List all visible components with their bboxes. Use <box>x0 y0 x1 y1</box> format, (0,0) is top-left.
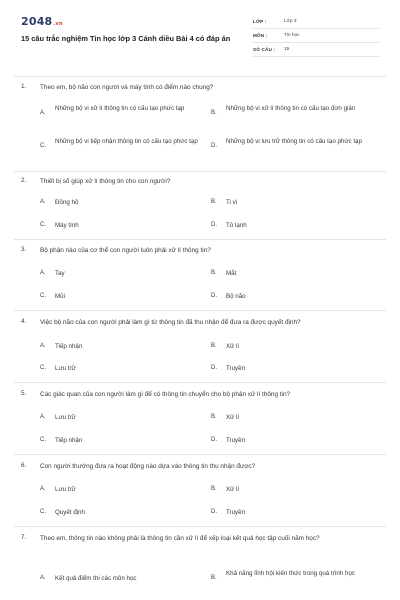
option-a[interactable] <box>40 569 205 591</box>
option-a[interactable] <box>40 342 205 352</box>
question-number: 2. <box>21 177 27 184</box>
question-number: 4. <box>21 318 27 325</box>
option-letter: A. <box>40 110 46 116</box>
option-letter: C. <box>40 293 46 299</box>
option-letter: B. <box>211 486 217 492</box>
option-text: Máy tính <box>55 222 79 229</box>
option-text: Xử lí <box>226 486 240 493</box>
question-text: Các giác quan của con người làm gì để có thông tin chuyển cho bộ phận xử lí thông tin? <box>40 391 291 398</box>
option-letter: B. <box>211 343 217 349</box>
option-text: Những bộ vi xử lí thông tin có cấu tạo phức tạp <box>55 105 185 112</box>
question-3 <box>0 244 400 306</box>
divider <box>14 76 386 77</box>
option-d[interactable] <box>211 508 381 518</box>
question-6 <box>0 459 400 521</box>
option-text: Tiếp nhận <box>55 437 83 444</box>
option-c[interactable] <box>40 436 205 446</box>
option-text: Mũi <box>55 293 65 300</box>
question-5 <box>0 387 400 449</box>
option-text: Mắt <box>226 270 237 277</box>
option-c[interactable] <box>40 137 205 159</box>
question-text: Theo em, bộ não con người và máy tính có điểm nào chung? <box>40 84 214 91</box>
question-number: 5. <box>21 390 27 397</box>
question-number: 3. <box>21 246 27 253</box>
option-text: Lưu trữ <box>55 486 76 493</box>
meta-row-subject <box>253 29 379 43</box>
option-text: Tay <box>55 270 65 277</box>
meta-label: LỚP : <box>253 19 267 24</box>
option-letter: C. <box>40 437 46 443</box>
option-text: Đồng hồ <box>55 199 79 206</box>
option-letter: B. <box>211 575 217 581</box>
option-b[interactable] <box>211 198 381 208</box>
question-text: Theo em, thông tin nào không phải là thông tin cần xử lí để xếp loại kết quả học tập cuối năm học? <box>40 535 320 542</box>
option-b[interactable] <box>211 342 381 352</box>
option-letter: C. <box>40 509 46 515</box>
option-text: Những bộ vi tiếp nhận thông tin có cấu tạo phức tạp <box>55 138 198 145</box>
meta-value: Tin học <box>284 33 300 38</box>
option-letter: D. <box>211 365 217 371</box>
site-logo[interactable] <box>21 15 63 28</box>
divider <box>14 171 386 172</box>
option-c[interactable] <box>40 221 205 231</box>
meta-row-count <box>253 43 379 57</box>
meta-value: Lớp 3 <box>284 19 297 24</box>
option-letter: C. <box>40 143 46 149</box>
option-text: Truyền <box>226 437 246 444</box>
option-letter: B. <box>211 110 217 116</box>
question-number: 7. <box>21 534 27 541</box>
option-letter: A. <box>40 199 46 205</box>
question-2 <box>0 175 400 237</box>
question-4 <box>0 315 400 377</box>
option-letter: D. <box>211 143 217 149</box>
option-letter: C. <box>40 365 46 371</box>
option-b[interactable] <box>211 485 381 495</box>
logo-suffix: .vn <box>53 21 63 27</box>
option-text: Truyền <box>226 365 246 372</box>
option-c[interactable] <box>40 364 205 374</box>
option-text: Quyết định <box>55 509 85 516</box>
question-text: Thiết bị số giúp xử lí thông tin cho con người? <box>40 178 171 185</box>
question-text: Việc bộ não của con người phải làm gì từ thông tin đã thu nhận để đưa ra được quyết định? <box>40 319 301 326</box>
question-text: Con người thường đưa ra hoạt động nào dựa vào thông tin thu nhận được? <box>40 463 256 470</box>
option-text: Kết quả điểm thi các môn học <box>55 575 137 582</box>
option-text: Những bộ vi xử lí thông tin có cấu tạo đơn giản <box>226 105 356 112</box>
option-b[interactable] <box>211 413 381 423</box>
question-7 <box>0 531 400 600</box>
divider <box>14 382 386 383</box>
option-text: Bộ não <box>226 293 246 300</box>
option-d[interactable] <box>211 292 381 302</box>
divider <box>14 239 386 240</box>
option-letter: A. <box>40 575 46 581</box>
option-c[interactable] <box>40 508 205 518</box>
question-text: Bộ phận nào của cơ thể con người luôn phải xử lí thông tin? <box>40 247 211 254</box>
meta-value: 15 <box>284 47 290 52</box>
option-a[interactable] <box>40 269 205 279</box>
option-letter: A. <box>40 414 46 420</box>
option-text: Xử lí <box>226 343 240 350</box>
option-b[interactable] <box>211 269 381 279</box>
option-letter: B. <box>211 414 217 420</box>
option-b[interactable] <box>211 104 381 126</box>
option-a[interactable] <box>40 104 205 126</box>
option-text: Ti vi <box>226 199 238 206</box>
question-1 <box>0 80 400 168</box>
option-text: Lưu trữ <box>55 365 76 372</box>
option-d[interactable] <box>211 436 381 446</box>
option-d[interactable] <box>211 221 381 231</box>
option-b[interactable] <box>211 569 381 591</box>
option-letter: A. <box>40 270 46 276</box>
option-text: Những bộ vi lưu trữ thông tin có cấu tạo phức tạp <box>226 138 362 145</box>
question-number: 1. <box>21 83 27 90</box>
meta-info <box>253 15 379 57</box>
option-letter: D. <box>211 437 217 443</box>
option-a[interactable] <box>40 198 205 208</box>
option-d[interactable] <box>211 137 381 159</box>
option-text: Khả năng lĩnh hội kiến thức trong quá trình học <box>226 570 356 577</box>
option-a[interactable] <box>40 485 205 495</box>
option-letter: D. <box>211 222 217 228</box>
meta-row-class <box>253 15 379 29</box>
option-letter: A. <box>40 486 46 492</box>
option-a[interactable] <box>40 413 205 423</box>
option-text: Truyền <box>226 509 246 516</box>
divider <box>14 454 386 455</box>
option-letter: B. <box>211 270 217 276</box>
divider <box>14 526 386 527</box>
option-text: Lưu trữ <box>55 414 76 421</box>
option-c[interactable] <box>40 292 205 302</box>
divider <box>14 310 386 311</box>
option-letter: D. <box>211 293 217 299</box>
meta-label: SỐ CÂU : <box>253 47 276 52</box>
option-text: Tủ lạnh <box>226 222 247 229</box>
option-d[interactable] <box>211 364 381 374</box>
option-text: Tiếp nhận <box>55 343 83 350</box>
option-letter: C. <box>40 222 46 228</box>
option-letter: B. <box>211 199 217 205</box>
option-letter: D. <box>211 509 217 515</box>
option-letter: A. <box>40 343 46 349</box>
logo-text: 2048 <box>21 15 53 28</box>
meta-label: MÔN : <box>253 33 268 38</box>
question-number: 6. <box>21 462 27 469</box>
page-title: 15 câu trắc nghiệm Tin học lớp 3 Cánh diều Bài 4 có đáp án <box>21 34 231 43</box>
page-header <box>0 0 400 76</box>
option-text: Xử lí <box>226 414 240 421</box>
